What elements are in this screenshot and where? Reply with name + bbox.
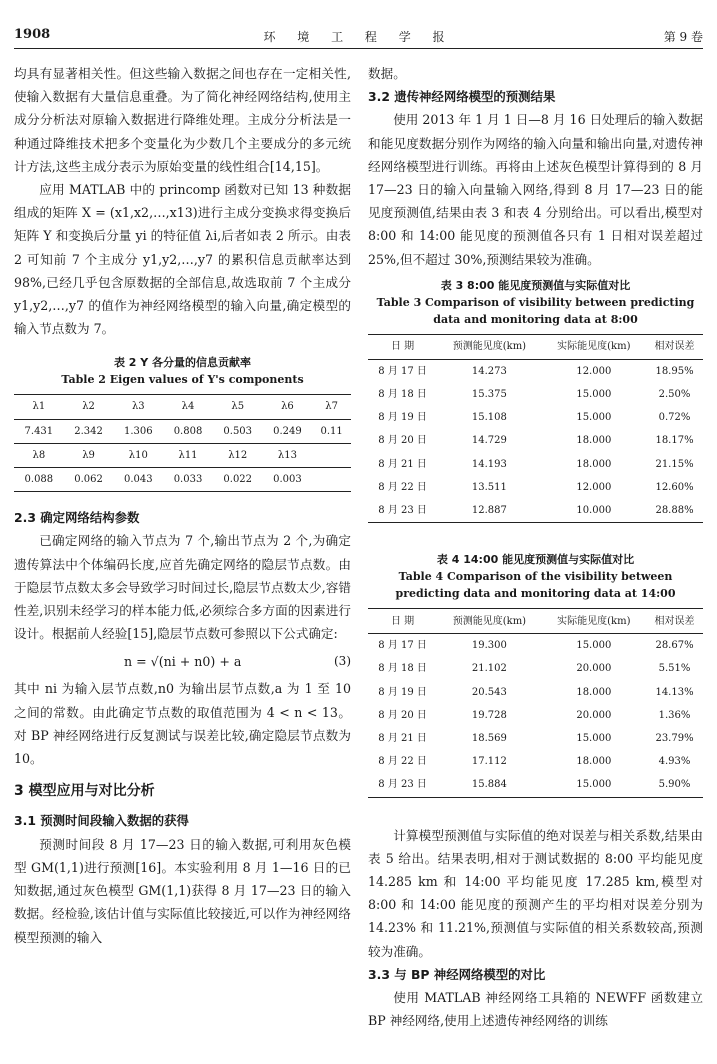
- table-header-cell: 预测能见度(km): [437, 609, 541, 634]
- table-cell: λ13: [263, 443, 313, 467]
- section-heading: 2.3 确定网络结构参数: [14, 510, 140, 526]
- table-cell: 8 月 18 日: [378, 389, 427, 401]
- table-header-row: [368, 609, 703, 634]
- table-2-caption-cn: 表 2 Y 各分量的信息贡献率: [113, 356, 252, 370]
- table-3-caption-en: data and monitoring data at 8:00: [433, 312, 638, 326]
- table-cell: 8 月 21 日: [378, 733, 427, 745]
- table-row: [368, 406, 703, 429]
- table-cell: 0.062: [64, 468, 114, 492]
- table-cell: [312, 443, 351, 467]
- right-column: [368, 62, 703, 1033]
- table-cell: 8 月 20 日: [378, 709, 427, 721]
- table-cell: 8 月 22 日: [378, 481, 427, 493]
- table-cell: 0.003: [263, 468, 313, 492]
- table-cell: λ2: [64, 395, 114, 419]
- table-cell: λ5: [213, 395, 263, 419]
- table-cell: 8 月 19 日: [378, 412, 427, 424]
- table-row: [368, 359, 703, 383]
- table-cell: 15.375: [471, 389, 507, 401]
- table-cell: 8 月 17 日: [378, 365, 427, 377]
- table-cell: 0.11: [312, 419, 351, 443]
- table-cell: [312, 468, 351, 492]
- table-cell: 10.000: [542, 499, 646, 523]
- table-header-cell: 实际能见度(km): [542, 609, 646, 634]
- table-row: [368, 499, 703, 523]
- table-cell: 8 月 23 日: [368, 499, 437, 523]
- table-row: [14, 468, 351, 492]
- table-cell: 14.273: [471, 365, 507, 377]
- table-cell: 8 月 22 日: [378, 756, 427, 768]
- table-cell: 21.15%: [655, 458, 694, 470]
- table-cell: 2.342: [64, 419, 114, 443]
- table-cell: 18.95%: [655, 365, 694, 377]
- table-row: [368, 750, 703, 773]
- equation-number: (3): [334, 653, 351, 668]
- table-cell: 18.17%: [655, 435, 694, 447]
- table-4-caption-cn: 表 4 14:00 能见度预测值与实际值对比: [436, 553, 635, 567]
- table-cell: 4.93%: [658, 756, 691, 768]
- table-cell: 0.088: [14, 468, 64, 492]
- table-cell: 12.60%: [655, 481, 694, 493]
- table-cell: 14.13%: [655, 686, 694, 698]
- table-cell: 14.729: [471, 435, 507, 447]
- page-number: 1908: [14, 27, 51, 42]
- table-cell: 0.022: [213, 468, 263, 492]
- table-cell: 15.884: [437, 773, 541, 797]
- table-cell: 8 月 18 日: [378, 663, 427, 675]
- table-cell: λ8: [14, 443, 64, 467]
- table-3-caption-cn: 表 3 8:00 能见度预测值与实际值对比: [440, 278, 631, 292]
- table-cell: λ12: [213, 443, 263, 467]
- table-cell: 18.000: [576, 686, 612, 698]
- table-cell: 17.112: [471, 756, 507, 768]
- section-heading: 3 模型应用与对比分析: [14, 783, 155, 800]
- table-header-row: [14, 395, 351, 419]
- table-cell: 18.000: [576, 756, 612, 768]
- table-header-cell: 日 期: [368, 609, 437, 634]
- table-cell: 8 月 19 日: [378, 686, 427, 698]
- subsection-heading: 3.2 遗传神经网络模型的预测结果: [368, 89, 556, 105]
- equation-body: n = √(ni + n0) + a: [124, 653, 242, 669]
- table-2-caption-en: Table 2 Eigen values of Y's components: [61, 373, 304, 387]
- paragraph: 已确定网络的输入节点为 7 个,输出节点为 2 个,为确定遗传算法中个体编码长度,应首先确定网络的隐层节点数。由于隐层节点数太多会导致学习时间过长,隐层节点数太少,容错性差,识别未经学习的样本能力低,必须综合多方面的因素进行设计。根据前人经验[15],隐层节点数可参照以下公式确定:: [14, 533, 351, 642]
- table-cell: 15.000: [576, 733, 612, 745]
- table-cell: 23.79%: [655, 733, 694, 745]
- table-row: [14, 419, 351, 443]
- table-cell: 13.511: [471, 481, 507, 493]
- journal-title: 环 境 工 程 学 报: [263, 30, 454, 44]
- table-header-cell: 日 期: [368, 334, 437, 359]
- table-cell: 28.67%: [655, 640, 694, 652]
- table-row: [368, 657, 703, 680]
- running-header: [0, 0, 717, 44]
- table-cell: 5.90%: [646, 773, 703, 797]
- paragraph: 均具有显著相关性。但这些输入数据之间也存在一定相关性,使输入数据有大量信息重叠。为了简化神经网络结构,使用主成分分析法对原输入数据进行降维处理。主成分分析法是一种通过降维技术把多个变量化为少数几个主要成分的多元统计方法,这些主成分表示为原始变量的线性组合[14,15]。: [14, 66, 351, 174]
- table-cell: 18.000: [576, 435, 612, 447]
- paragraph: 数据。: [368, 66, 406, 81]
- table-cell: 8 月 17 日: [378, 640, 427, 652]
- table-cell: λ4: [163, 395, 213, 419]
- table-header-cell: 相对误差: [646, 609, 703, 634]
- table-cell: 18.000: [576, 458, 612, 470]
- table-cell: 7.431: [14, 419, 64, 443]
- paragraph: 使用 2013 年 1 月 1 日—8 月 16 日处理后的输入数据和能见度数据分别作为网络的输入向量和输出向量,对遗传神经网络模型进行训练。再将由上述灰色模型计算得到的 8 月 17—23 日的输入向量输入网络,得到 8 月 17—23 日的能见度预测值,结果由表 3 和表 4 分别给出。可以看出,模型对 8:00 和 14:00 能见度的预测值各只有 1 日相对误差超过 25%,但不超过 30%,预测结果较为准确。: [368, 112, 703, 267]
- table-cell: 19.300: [471, 640, 507, 652]
- table-cell: λ7: [312, 395, 351, 419]
- table-cell: 15.000: [542, 773, 646, 797]
- paragraph: 计算模型预测值与实际值的绝对误差与相关系数,结果由表 5 给出。结果表明,相对于测试数据的 8:00 平均能见度 14.285 km 和 14:00 平均能见度 17.285 km,模型对 8:00 和 14:00 能见度的预测产生的平均相对误差分别为 14.23% 和 11.21%,预测值与实际值的相关系数较高,预测较为准确。: [368, 827, 703, 959]
- table-cell: 20.000: [576, 663, 612, 675]
- table-cell: 8 月 20 日: [378, 435, 427, 447]
- subsection-heading: 3.1 预测时间段输入数据的获得: [14, 813, 189, 829]
- paragraph: 应用 MATLAB 中的 princomp 函数对已知 13 种数据组成的矩阵 X = (x1,x2,…,x13)进行主成分变换求得变换后矩阵 Y 和变换后分量 yi 的特征值 λi,后者如表 2 所示。由表 2 可知前 7 个主成分 y1,y2,…,y7 的累积信息贡献率达到 98%,已经几乎包含原数据的全部信息,故选取前 7 个主成分 y1,y2,…,y7 的值作为神经网络模型的输入向量,确定模型的输入节点数为 7。: [14, 182, 351, 337]
- table-row: [368, 476, 703, 499]
- table-row: [368, 383, 703, 406]
- table-row: [368, 634, 703, 658]
- paragraph: 其中 ni 为输入层节点数,n0 为输出层节点数,a 为 1 至 10 之间的常数。由此确定节点数的取值范围为 4 < n < 13。对 BP 神经网络进行反复测试与误差比较,确定隐层节点数为 10。: [14, 681, 351, 767]
- table-header-row: [14, 443, 351, 467]
- table-cell: 8 月 23 日: [368, 773, 437, 797]
- table-4: [368, 608, 703, 797]
- table-row: [368, 773, 703, 797]
- table-cell: λ6: [263, 395, 313, 419]
- table-cell: 15.000: [576, 412, 612, 424]
- table-row: [368, 727, 703, 750]
- table-cell: 28.88%: [646, 499, 703, 523]
- table-cell: 0.808: [163, 419, 213, 443]
- table-cell: λ9: [64, 443, 114, 467]
- volume-label: 第 9 卷: [663, 30, 703, 44]
- left-column: [14, 62, 351, 949]
- header-rule: [14, 48, 703, 49]
- table-cell: 2.50%: [658, 389, 691, 401]
- table-cell: 0.72%: [658, 412, 691, 424]
- table-4-caption-en: predicting data and monitoring data at 14:00: [395, 587, 676, 601]
- table-cell: 0.033: [163, 468, 213, 492]
- table-3: [368, 334, 703, 523]
- table-cell: 20.000: [576, 709, 612, 721]
- table-cell: 0.503: [213, 419, 263, 443]
- equation: [14, 645, 351, 677]
- table-row: [368, 704, 703, 727]
- table-cell: 19.728: [471, 709, 507, 721]
- subsection-heading: 3.3 与 BP 神经网络模型的对比: [368, 966, 546, 982]
- table-header-cell: 相对误差: [646, 334, 703, 359]
- table-cell: 15.000: [576, 389, 612, 401]
- table-cell: 12.000: [576, 365, 612, 377]
- paragraph: 预测时间段 8 月 17—23 日的输入数据,可利用灰色模型 GM(1,1)进行预测[16]。本实验利用 8 月 1—16 日的已知数据,通过灰色模型 GM(1,1)获得 8 月 17—23 日的输入数据。经检验,该估计值与实际值比较接近,可以作为神经网络模型预测的输入: [14, 836, 351, 945]
- table-cell: 15.108: [471, 412, 507, 424]
- table-cell: λ10: [113, 443, 163, 467]
- table-cell: 12.000: [576, 481, 612, 493]
- table-cell: 20.543: [471, 686, 507, 698]
- table-3-caption-en: Table 3 Comparison of visibility between predicting: [376, 295, 695, 309]
- table-cell: 1.306: [113, 419, 163, 443]
- table-cell: 0.043: [113, 468, 163, 492]
- table-row: [368, 429, 703, 452]
- table-header-cell: 实际能见度(km): [542, 334, 646, 359]
- table-row: [368, 681, 703, 704]
- table-header-cell: 预测能见度(km): [437, 334, 541, 359]
- table-cell: λ3: [113, 395, 163, 419]
- table-cell: 18.569: [471, 733, 507, 745]
- table-cell: 21.102: [471, 663, 507, 675]
- table-4-caption-en: Table 4 Comparison of the visibility between: [398, 570, 673, 584]
- table-cell: λ11: [163, 443, 213, 467]
- table-cell: 5.51%: [658, 663, 691, 675]
- table-row: [368, 453, 703, 476]
- table-cell: 12.887: [437, 499, 541, 523]
- table-cell: 1.36%: [658, 709, 691, 721]
- table-cell: 14.193: [471, 458, 507, 470]
- table-cell: 8 月 21 日: [378, 458, 427, 470]
- table-2: [14, 394, 351, 492]
- paragraph: 使用 MATLAB 神经网络工具箱的 NEWFF 函数建立 BP 神经网络,使用上述遗传神经网络的训练: [368, 990, 703, 1029]
- table-header-row: [368, 334, 703, 359]
- table-cell: 15.000: [576, 640, 612, 652]
- table-cell: λ1: [14, 395, 64, 419]
- table-cell: 0.249: [263, 419, 313, 443]
